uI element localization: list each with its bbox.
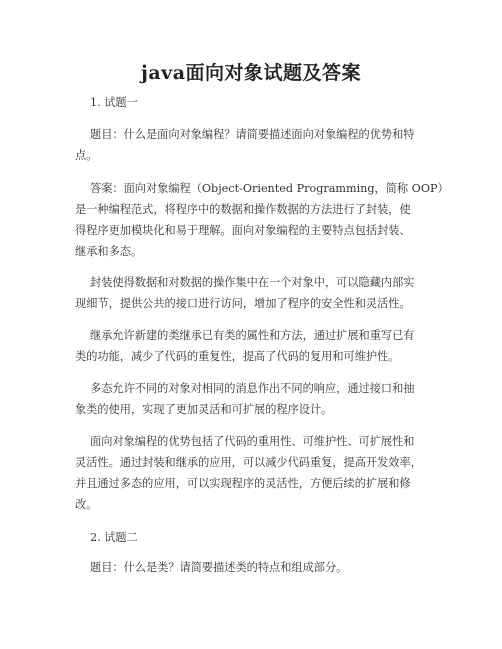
text-line: 点。 xyxy=(75,149,98,162)
paragraph-encapsulation xyxy=(75,272,435,314)
text-line: 是一种编程范式，将程序中的数据和操作数据的方法进行了封装，使 xyxy=(75,203,411,216)
answer-1 xyxy=(75,178,449,262)
paragraph-inheritance xyxy=(75,325,435,367)
section-1-heading xyxy=(75,92,435,113)
paragraph-polymorphism xyxy=(75,378,435,420)
text-line: 类的功能，减少了代码的重复性，提高了代码的复用和可维护性。 xyxy=(75,350,400,363)
paragraph-advantages xyxy=(75,431,435,515)
text-line: 面向对象编程的优势包括了代码的重用性、可维护性、可扩展性和 xyxy=(90,435,415,448)
document-title: java面向对象试题及答案 xyxy=(140,62,362,84)
text-line: 答案：面向对象编程（Object-Oriented Programming，简称 OOP） xyxy=(90,182,449,195)
section-2-heading xyxy=(75,527,435,548)
question-2 xyxy=(75,557,435,578)
text-line: 改。 xyxy=(75,498,98,511)
text-line: 题目：什么是类？请简要描述类的特点和组成部分。 xyxy=(90,561,348,574)
text-line: 题目：什么是面向对象编程？请简要描述面向对象编程的优势和特 xyxy=(90,128,415,141)
section-heading: 2. 试题二 xyxy=(90,531,138,544)
question-1 xyxy=(75,124,435,166)
text-line: 多态允许不同的对象对相同的消息作出不同的响应，通过接口和抽 xyxy=(90,382,415,395)
text-line: 象类的使用，实现了更加灵活和可扩展的程序设计。 xyxy=(75,403,333,416)
text-line: 得程序更加模块化和易于理解。面向对象编程的主要特点包括封装、 xyxy=(75,224,411,237)
text-line: 并且通过多态的应用，可以实现程序的灵活性，方便后续的扩展和修 xyxy=(75,477,411,490)
section-heading: 1. 试题一 xyxy=(90,96,138,109)
text-line: 现细节，提供公共的接口进行访问，增加了程序的安全性和灵活性。 xyxy=(75,297,411,310)
text-line: 继承和多态。 xyxy=(75,245,143,258)
text-line: 封装使得数据和对数据的操作集中在一个对象中，可以隐藏内部实 xyxy=(90,276,415,289)
text-line: 灵活性。通过封装和继承的应用，可以减少代码重复，提高开发效率， xyxy=(75,456,422,469)
text-line: 继承允许新建的类继承已有类的属性和方法，通过扩展和重写已有 xyxy=(90,329,415,342)
